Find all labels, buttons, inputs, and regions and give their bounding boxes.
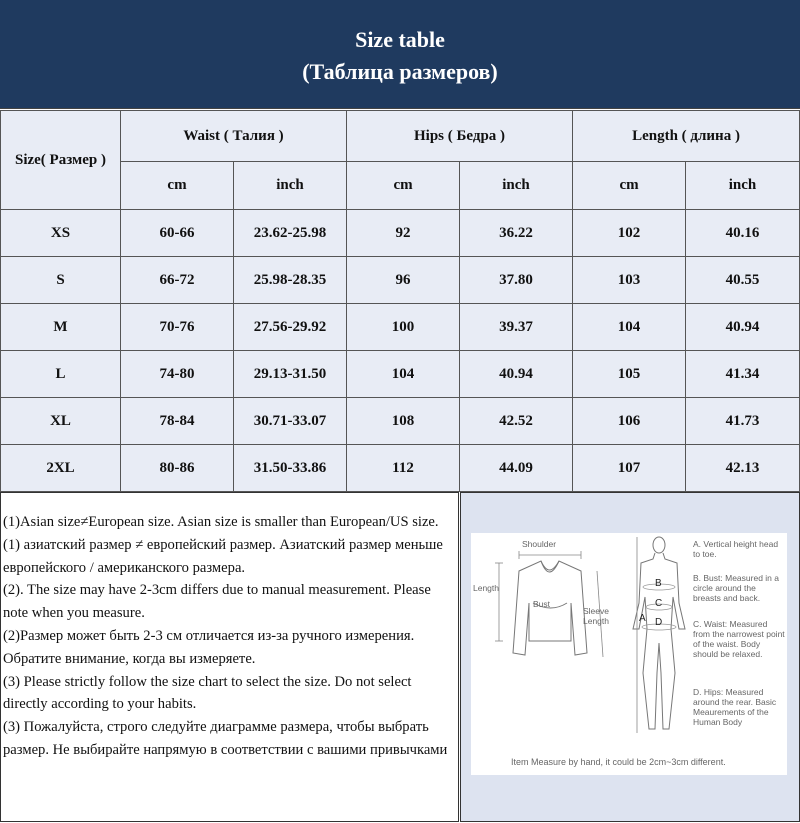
note-text: (3) Please strictly follow the size chart to select the size. Do not select directly according to your habits. bbox=[3, 673, 412, 713]
table-cell: 37.80 bbox=[460, 257, 573, 304]
size-cell: 2XL bbox=[1, 445, 121, 492]
length-header: Length ( длина ) bbox=[573, 111, 800, 162]
table-cell: 70-76 bbox=[121, 304, 234, 351]
sleeve-length-label: Sleeve Length bbox=[583, 606, 609, 626]
table-cell: 44.09 bbox=[460, 445, 573, 492]
page-subtitle: (Таблица размеров) bbox=[302, 59, 498, 84]
table-cell: 40.16 bbox=[686, 210, 800, 257]
shoulder-dimension-line bbox=[519, 551, 581, 559]
table-row bbox=[1, 398, 800, 445]
table-cell: 108 bbox=[347, 398, 460, 445]
note-text: (2)Размер может быть 2-3 см отличается из-за ручного измерения. Обратите внимание, когда вы измеряете. bbox=[3, 627, 415, 667]
length-dimension-line bbox=[495, 563, 503, 641]
table-cell: 41.73 bbox=[686, 398, 800, 445]
table-cell: 40.55 bbox=[686, 257, 800, 304]
table-cell: 105 bbox=[573, 351, 686, 398]
note-text: (3) Пожалуйста, строго следуйте диаграмме размера, чтобы выбрать размер. Не выбирайте напрямую в соответствии с вашими привычками bbox=[3, 719, 448, 758]
table-row bbox=[1, 257, 800, 304]
measurement-caption: Item Measure by hand, it could be 2cm~3cm different. bbox=[511, 757, 726, 767]
table-cell: 29.13-31.50 bbox=[234, 351, 347, 398]
table-cell: 30.71-33.07 bbox=[234, 398, 347, 445]
table-header-row bbox=[1, 111, 800, 162]
table-row bbox=[1, 304, 800, 351]
unit-header: cm bbox=[121, 162, 234, 210]
letter-c: C bbox=[655, 598, 663, 609]
size-cell: XL bbox=[1, 398, 121, 445]
size-cell: XS bbox=[1, 210, 121, 257]
unit-header: inch bbox=[686, 162, 800, 210]
table-cell: 41.34 bbox=[686, 351, 800, 398]
table-cell: 78-84 bbox=[121, 398, 234, 445]
unit-header: cm bbox=[573, 162, 686, 210]
table-cell: 104 bbox=[347, 351, 460, 398]
size-cell: M bbox=[1, 304, 121, 351]
note-text: (2). The size may have 2-3cm differs due to manual measurement. Please note when you measure. bbox=[3, 582, 431, 622]
body-figure-icon bbox=[633, 537, 685, 729]
letter-d: D bbox=[655, 617, 663, 628]
table-cell: 74-80 bbox=[121, 351, 234, 398]
legend-hips: D. Hips: Measured around the rear. Basic Meaurements of the Human Body bbox=[693, 687, 777, 727]
table-row bbox=[1, 445, 800, 492]
table-cell: 107 bbox=[573, 445, 686, 492]
table-cell: 103 bbox=[573, 257, 686, 304]
size-cell: L bbox=[1, 351, 121, 398]
table-cell: 23.62-25.98 bbox=[234, 210, 347, 257]
table-cell: 80-86 bbox=[121, 445, 234, 492]
table-cell: 42.52 bbox=[460, 398, 573, 445]
table-row bbox=[1, 351, 800, 398]
table-cell: 40.94 bbox=[686, 304, 800, 351]
table-cell: 25.98-28.35 bbox=[234, 257, 347, 304]
measurement-diagram bbox=[471, 533, 787, 775]
table-cell: 60-66 bbox=[121, 210, 234, 257]
table-cell: 36.22 bbox=[460, 210, 573, 257]
table-cell: 92 bbox=[347, 210, 460, 257]
table-row bbox=[1, 210, 800, 257]
table-cell: 104 bbox=[573, 304, 686, 351]
table-cell: 102 bbox=[573, 210, 686, 257]
table-cell: 27.56-29.92 bbox=[234, 304, 347, 351]
unit-header: cm bbox=[347, 162, 460, 210]
table-cell: 39.37 bbox=[460, 304, 573, 351]
table-cell: 31.50-33.86 bbox=[234, 445, 347, 492]
length-label: Length bbox=[473, 583, 499, 593]
shoulder-label: Shoulder bbox=[522, 539, 557, 549]
letter-b: B bbox=[655, 578, 662, 589]
legend-bust: B. Bust: Measured in a circle around the breasts and back. bbox=[693, 573, 779, 603]
size-column-header: Size( Размер ) bbox=[1, 111, 121, 210]
size-cell: S bbox=[1, 257, 121, 304]
waist-header: Waist ( Талия ) bbox=[121, 111, 347, 162]
table-cell: 100 bbox=[347, 304, 460, 351]
table-cell: 40.94 bbox=[460, 351, 573, 398]
letter-a: A bbox=[639, 613, 646, 624]
legend-waist: C. Waist: Measured from the narrowest point of the waist. Body should be relaxed. bbox=[693, 619, 785, 659]
unit-header: inch bbox=[234, 162, 347, 210]
note-text: (1)Asian size≠European size. Asian size is smaller than European/US size. bbox=[3, 514, 439, 530]
legend-height: A. Vertical height head to toe. bbox=[693, 539, 779, 559]
table-cell: 42.13 bbox=[686, 445, 800, 492]
bust-label: Bust bbox=[533, 599, 551, 609]
unit-header: inch bbox=[460, 162, 573, 210]
table-cell: 66-72 bbox=[121, 257, 234, 304]
measurement-figure bbox=[460, 492, 800, 822]
table-cell: 96 bbox=[347, 257, 460, 304]
table-cell: 106 bbox=[573, 398, 686, 445]
title-banner bbox=[0, 0, 800, 109]
size-notes bbox=[0, 492, 459, 822]
size-table bbox=[0, 110, 800, 492]
note-text: (1) азиатский размер ≠ европейский размер. Азиатский размер меньше европейского / американского размера. bbox=[3, 536, 443, 576]
table-cell: 112 bbox=[347, 445, 460, 492]
page-title: Size table bbox=[355, 27, 445, 52]
unit-header-row bbox=[1, 162, 800, 210]
hips-header: Hips ( Бедра ) bbox=[347, 111, 573, 162]
